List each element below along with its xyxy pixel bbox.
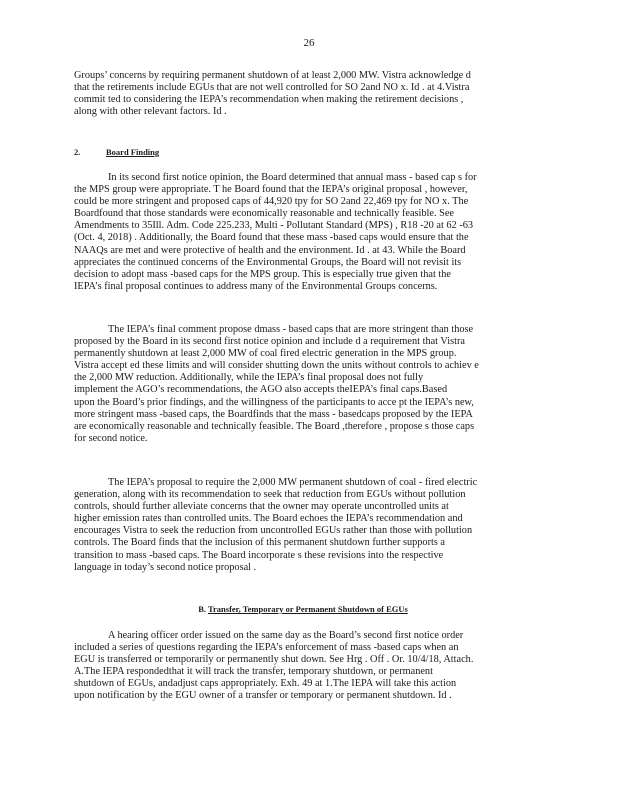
text-line: A hearing officer order issued on the same day as the Board’s second first notice order [108,630,464,641]
paragraph-hearing-officer [74,630,532,703]
text-line: shutdown of EGUs, andadjust caps appropriately. Exh. 49 at 1.The IEPA will take this action [74,678,457,690]
text-line: Vistra accept ed these limits and will consider shutting down the units without controls to achiev e [74,360,479,372]
text-line: The IEPA’s final comment propose dmass - based caps that are more stringent than those [108,324,474,335]
text-line: Groups’ concerns by requiring permanent shutdown of at least 2,000 MW. Vistra acknowledge d [74,70,471,81]
text-line: A.The IEPA respondedthat it will track the transfer, temporary shutdown, or permanent [74,666,433,678]
section-title: Transfer, Temporary or Permanent Shutdown of EGUs [207,604,408,614]
text-line: language in today’s second notice proposal . [74,561,257,573]
text-line: transition to mass -based caps. The Board incorporate s these revisions into the respective [74,549,444,561]
text-line: generation, along with its recommendation to seek that reduction from EGUs without pollution [74,489,466,501]
text-line: (Oct. 4, 2018) . Additionally, the Board found that these mass -based caps would ensure that the [74,232,469,244]
section-heading-board-finding [74,146,159,158]
text-line: proposed by the Board in its second first notice opinion and include d a requirement that Vistra [74,336,465,348]
text-line: more stringent mass -based caps, the Boardfinds that the mass - basedcaps proposed by the IEPA [74,408,473,420]
text-line: EGU is transferred or temporarily or permanently shut down. See Hrg . Off . Or. 10/4/18, Attach. [74,654,474,666]
text-line: NAAQs are met and were protective of health and the environment. Id . at 43. While the Board [74,244,466,256]
text-line: commit ted to considering the IEPA’s recommendation when making the retirement decisions , [74,94,464,106]
text-line: permanently shutdown at least 2,000 MW of coal fired electric generation in the MPS group. [74,348,457,360]
intro-paragraph [74,70,532,118]
text-line: Boardfound that those standards were economically reasonable and technically feasible. See [74,208,454,220]
paragraph-board-finding [74,172,532,293]
text-line: higher emission rates than controlled units. The Board echoes the IEPA’s recommendation and [74,513,463,525]
text-line: implement the AGO’s recommendations, the AGO also accepts theIEPA’s final caps.Based [74,384,448,396]
text-line: included a series of questions regarding the IEPA’s enforcement of mass -based caps when an [74,642,459,654]
text-line: The IEPA’s proposal to require the 2,000 MW permanent shutdown of coal - fired electric [108,477,478,488]
text-line: could be more stringent and proposed caps of 44,920 tpy for SO 2and 22,469 tpy for NO x. The [74,196,469,208]
text-line: that the retirements include EGUs that are not well controlled for SO 2and NO x. Id . at 4.Vistra [74,82,470,94]
text-line: appreciates the continued concerns of the Environmental Groups, the Board will not revisit its [74,256,462,268]
text-line: decision to adopt mass -based caps for the MPS group. This is especially true given that the [74,268,452,280]
text-line: the 2,000 MW reduction. Additionally, while the IEPA’s final proposal does not fully [74,372,424,384]
text-line: controls. The Board finds that the inclusion of this permanent shutdown further supports a [74,537,446,549]
section-title: Board Finding [106,147,160,157]
text-line: Amendments to 35Ill. Adm. Code 225.233, Multi - Pollutant Standard (MPS) , R18 -20 at 62 -63 [74,220,473,232]
section-letter: B. [198,604,206,614]
paragraph-shutdown-proposal [74,477,532,574]
text-line: upon the Board’s prior findings, and the willingness of the participants to acce pt the IEPA’s new, [74,396,474,408]
paragraph-final-comment [74,324,532,445]
text-line: IEPA’s final proposal continues to address many of the Environmental Groups concerns. [74,280,438,292]
text-line: along with other relevant factors. Id . [74,106,227,118]
text-line: encourages Vistra to seek the reduction from uncontrolled EGUs rather than those with pollution [74,525,473,537]
page-number: 26 [303,37,315,49]
text-line: are economically reasonable and technically feasible. The Board ,therefore , propose s those caps [74,420,475,432]
section-number: 2. [74,147,81,157]
text-line: In its second first notice opinion, the Board determined that annual mass - based cap s for [108,172,477,183]
text-line: for second notice. [74,432,148,444]
text-line: controls, should further alleviate concerns that the owner may operate uncontrolled units at [74,501,449,513]
section-heading-transfer-shutdown [74,603,532,615]
text-line: upon notification by the EGU owner of a transfer or temporary or permanent shutdown. Id . [74,690,452,702]
text-line: the MPS group were appropriate. T he Board found that the IEPA’s original proposal , however, [74,184,468,196]
